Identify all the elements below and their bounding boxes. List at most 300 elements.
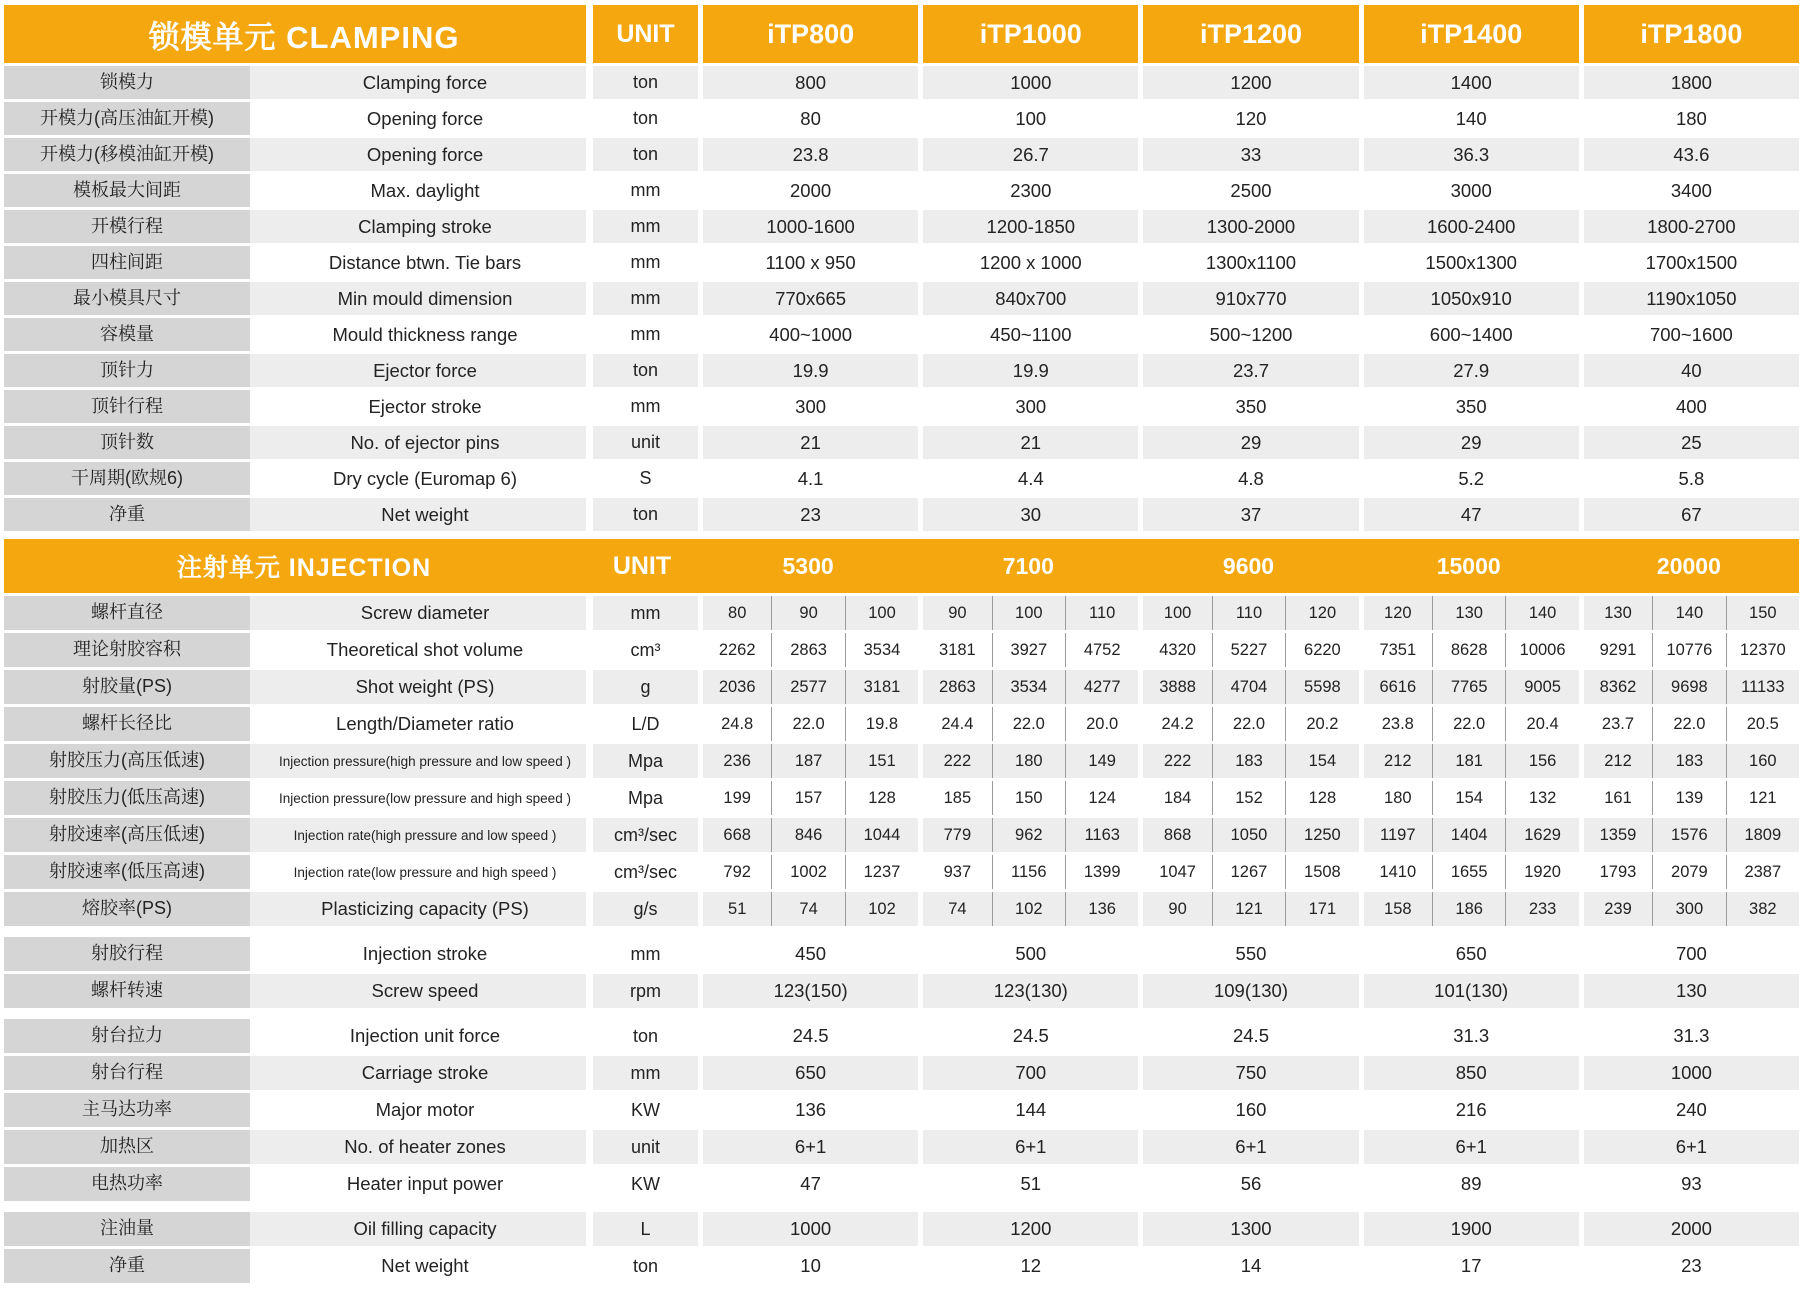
spec-value: 20.4	[1505, 707, 1578, 741]
spec-value: 233	[1505, 892, 1578, 926]
spec-value: 400~1000	[698, 318, 918, 351]
spec-value: 846	[771, 818, 844, 852]
spec-value: 29	[1359, 426, 1579, 459]
spec-value: 1410	[1359, 855, 1432, 889]
row-unit: KW	[586, 1167, 698, 1201]
injection-unit-header: UNIT	[586, 539, 698, 593]
row-unit: ton	[586, 102, 698, 135]
spec-value: 382	[1726, 892, 1799, 926]
row-label-cn: 锁模力	[4, 66, 250, 99]
spec-value: 1047	[1138, 855, 1211, 889]
spec-value: 770x665	[698, 282, 918, 315]
spec-value: 199	[698, 781, 771, 815]
row-label-en: Length/Diameter ratio	[250, 707, 586, 741]
spec-value: 56	[1138, 1167, 1358, 1201]
spec-value: 4320	[1138, 633, 1211, 667]
row-unit: unit	[586, 426, 698, 459]
row-label-cn: 容模量	[4, 318, 250, 351]
row-unit: cm³	[586, 633, 698, 667]
spec-value: 868	[1138, 818, 1211, 852]
spec-value: 450~1100	[918, 318, 1138, 351]
spec-value: 1629	[1505, 818, 1578, 852]
row-label-cn: 射胶压力(低压高速)	[4, 781, 250, 815]
clamping-section-title: 锁模单元 CLAMPING	[4, 5, 586, 63]
spec-value: 37	[1138, 498, 1358, 531]
row-label-cn: 开模行程	[4, 210, 250, 243]
row-label-en: Injection rate(low pressure and high speed )	[250, 855, 586, 889]
spec-value: 8362	[1579, 670, 1652, 704]
spec-value: 152	[1212, 781, 1285, 815]
spec-value: 2262	[698, 633, 771, 667]
row-unit: cm³/sec	[586, 855, 698, 889]
row-unit: mm	[586, 596, 698, 630]
spec-value: 668	[698, 818, 771, 852]
spec-value: 130	[1432, 596, 1505, 630]
spec-value: 23.8	[1359, 707, 1432, 741]
spec-value: 139	[1652, 781, 1725, 815]
row-label-cn: 射台拉力	[4, 1019, 250, 1053]
spec-value: 2863	[771, 633, 844, 667]
spec-value: 74	[918, 892, 991, 926]
injection-section-title: 注射单元 INJECTION	[4, 539, 586, 593]
spec-value: 1359	[1579, 818, 1652, 852]
spec-value: 5.2	[1359, 462, 1579, 495]
row-unit: L	[586, 1212, 698, 1246]
spec-value: 80	[698, 102, 918, 135]
spec-value: 154	[1285, 744, 1358, 778]
spec-value: 779	[918, 818, 991, 852]
injection-capacity-header-20000: 20000	[1579, 539, 1799, 593]
row-label-cn: 净重	[4, 498, 250, 531]
section-gap	[4, 534, 1799, 536]
spec-value: 850	[1359, 1056, 1579, 1090]
row-label-cn: 螺杆长径比	[4, 707, 250, 741]
spec-value: 130	[1579, 974, 1799, 1008]
spec-value: 40	[1579, 354, 1799, 387]
injection-capacity-header-5300: 5300	[698, 539, 918, 593]
row-label-cn: 顶针力	[4, 354, 250, 387]
spec-value: 23.7	[1138, 354, 1358, 387]
row-label-cn: 螺杆转速	[4, 974, 250, 1008]
spec-value: 1920	[1505, 855, 1578, 889]
spec-value: 1399	[1065, 855, 1138, 889]
spec-value: 80	[698, 596, 771, 630]
row-label-en: Carriage stroke	[250, 1056, 586, 1090]
spec-value: 24.5	[918, 1019, 1138, 1053]
row-unit: mm	[586, 318, 698, 351]
spec-value: 22.0	[1652, 707, 1725, 741]
unit-column-header: UNIT	[586, 5, 698, 63]
spec-value: 1500x1300	[1359, 246, 1579, 279]
spec-value: 19.8	[845, 707, 918, 741]
spec-value: 180	[1359, 781, 1432, 815]
injection-capacity-header-9600: 9600	[1138, 539, 1358, 593]
spec-value: 4704	[1212, 670, 1285, 704]
spec-value: 2863	[918, 670, 991, 704]
spec-value: 161	[1579, 781, 1652, 815]
spec-value: 100	[992, 596, 1065, 630]
spec-value: 600~1400	[1359, 318, 1579, 351]
spec-value: 1000	[918, 66, 1138, 99]
spec-value: 26.7	[918, 138, 1138, 171]
spec-value: 1050x910	[1359, 282, 1579, 315]
spec-value: 1809	[1726, 818, 1799, 852]
spec-value: 1100 x 950	[698, 246, 918, 279]
row-label-cn: 射胶压力(高压低速)	[4, 744, 250, 778]
row-unit: mm	[586, 246, 698, 279]
spec-value: 300	[1652, 892, 1725, 926]
spec-value: 792	[698, 855, 771, 889]
spec-value: 1163	[1065, 818, 1138, 852]
row-unit: L/D	[586, 707, 698, 741]
spec-value: 1793	[1579, 855, 1652, 889]
spec-value: 450	[698, 937, 918, 971]
row-label-cn: 熔胶率(PS)	[4, 892, 250, 926]
row-label-cn: 电热功率	[4, 1167, 250, 1201]
spec-value: 120	[1138, 102, 1358, 135]
spec-value: 6+1	[1579, 1130, 1799, 1164]
spec-value: 216	[1359, 1093, 1579, 1127]
spec-value: 2079	[1652, 855, 1725, 889]
spec-value: 186	[1432, 892, 1505, 926]
spec-value: 150	[992, 781, 1065, 815]
spec-value: 1400	[1359, 66, 1579, 99]
spec-value: 121	[1726, 781, 1799, 815]
spec-value: 181	[1432, 744, 1505, 778]
spec-value: 500~1200	[1138, 318, 1358, 351]
spec-value: 2500	[1138, 174, 1358, 207]
spec-value: 160	[1138, 1093, 1358, 1127]
row-unit: cm³/sec	[586, 818, 698, 852]
spec-value: 212	[1359, 744, 1432, 778]
spec-value: 1900	[1359, 1212, 1579, 1246]
spec-value: 9291	[1579, 633, 1652, 667]
spec-value: 3888	[1138, 670, 1211, 704]
spec-value: 1600-2400	[1359, 210, 1579, 243]
row-label-en: Injection pressure(low pressure and high speed )	[250, 781, 586, 815]
spec-value: 51	[698, 892, 771, 926]
spec-value: 500	[918, 937, 1138, 971]
row-unit: g	[586, 670, 698, 704]
spec-value: 750	[1138, 1056, 1358, 1090]
spec-value: 160	[1726, 744, 1799, 778]
row-label-en: Oil filling capacity	[250, 1212, 586, 1246]
spec-value: 90	[918, 596, 991, 630]
spec-value: 5.8	[1579, 462, 1799, 495]
spec-value: 300	[698, 390, 918, 423]
row-label-en: Min mould dimension	[250, 282, 586, 315]
spec-value: 1508	[1285, 855, 1358, 889]
row-label-en: Net weight	[250, 1249, 586, 1283]
spec-value: 300	[918, 390, 1138, 423]
spec-value: 1156	[992, 855, 1065, 889]
spec-value: 109(130)	[1138, 974, 1358, 1008]
spec-value: 840x700	[918, 282, 1138, 315]
spec-value: 21	[918, 426, 1138, 459]
spec-value: 151	[845, 744, 918, 778]
spec-value: 3534	[992, 670, 1065, 704]
spec-value: 7351	[1359, 633, 1432, 667]
spec-value: 14	[1138, 1249, 1358, 1283]
row-label-en: Distance btwn. Tie bars	[250, 246, 586, 279]
spec-value: 22.0	[771, 707, 844, 741]
spec-value: 23.8	[698, 138, 918, 171]
spec-value: 4752	[1065, 633, 1138, 667]
spec-value: 1000-1600	[698, 210, 918, 243]
spec-value: 149	[1065, 744, 1138, 778]
row-label-cn: 最小模具尺寸	[4, 282, 250, 315]
spec-value: 3000	[1359, 174, 1579, 207]
spec-value: 130	[1579, 596, 1652, 630]
row-label-en: Net weight	[250, 498, 586, 531]
spec-value: 47	[698, 1167, 918, 1201]
spec-value: 962	[992, 818, 1065, 852]
spec-value: 350	[1359, 390, 1579, 423]
spec-value: 120	[1359, 596, 1432, 630]
row-label-cn: 理论射胶容积	[4, 633, 250, 667]
spec-value: 187	[771, 744, 844, 778]
spec-value: 183	[1652, 744, 1725, 778]
spec-value: 19.9	[918, 354, 1138, 387]
machine-spec-table	[4, 5, 1799, 1283]
spec-value: 1250	[1285, 818, 1358, 852]
spec-value: 1044	[845, 818, 918, 852]
row-label-cn: 射胶速率(高压低速)	[4, 818, 250, 852]
row-label-cn: 顶针数	[4, 426, 250, 459]
row-label-en: Opening force	[250, 138, 586, 171]
spec-value: 1300-2000	[1138, 210, 1358, 243]
spec-value: 23.7	[1579, 707, 1652, 741]
spec-value: 6+1	[918, 1130, 1138, 1164]
spec-value: 124	[1065, 781, 1138, 815]
spec-value: 1200 x 1000	[918, 246, 1138, 279]
row-label-cn: 主马达功率	[4, 1093, 250, 1127]
row-label-cn: 射胶行程	[4, 937, 250, 971]
spec-value: 1002	[771, 855, 844, 889]
row-label-en: Injection stroke	[250, 937, 586, 971]
row-unit: mm	[586, 1056, 698, 1090]
spec-value: 1404	[1432, 818, 1505, 852]
spec-value: 1237	[845, 855, 918, 889]
spec-value: 240	[1579, 1093, 1799, 1127]
row-label-cn: 开模力(高压油缸开模)	[4, 102, 250, 135]
row-label-cn: 射胶量(PS)	[4, 670, 250, 704]
spec-value: 6+1	[698, 1130, 918, 1164]
spec-value: 140	[1359, 102, 1579, 135]
model-header-itp1800: iTP1800	[1579, 5, 1799, 63]
spec-value: 21	[698, 426, 918, 459]
row-label-en: Shot weight (PS)	[250, 670, 586, 704]
row-label-en: Opening force	[250, 102, 586, 135]
spec-value: 9698	[1652, 670, 1725, 704]
row-unit: Mpa	[586, 781, 698, 815]
spec-value: 650	[698, 1056, 918, 1090]
row-unit: mm	[586, 282, 698, 315]
row-label-en: No. of heater zones	[250, 1130, 586, 1164]
spec-value: 550	[1138, 937, 1358, 971]
spec-value: 180	[992, 744, 1065, 778]
model-header-itp800: iTP800	[698, 5, 918, 63]
spec-value: 1050	[1212, 818, 1285, 852]
spec-value: 650	[1359, 937, 1579, 971]
spec-value: 8628	[1432, 633, 1505, 667]
spec-value: 1190x1050	[1579, 282, 1799, 315]
spec-value: 185	[918, 781, 991, 815]
spec-value: 100	[918, 102, 1138, 135]
spec-value: 24.5	[1138, 1019, 1358, 1053]
row-group-gap	[4, 1204, 1799, 1209]
row-label-cn: 四柱间距	[4, 246, 250, 279]
spec-value: 700~1600	[1579, 318, 1799, 351]
spec-value: 132	[1505, 781, 1578, 815]
spec-value: 350	[1138, 390, 1358, 423]
row-unit: ton	[586, 354, 698, 387]
spec-value: 74	[771, 892, 844, 926]
spec-value: 128	[845, 781, 918, 815]
spec-value: 2300	[918, 174, 1138, 207]
row-unit: mm	[586, 174, 698, 207]
spec-value: 3927	[992, 633, 1065, 667]
spec-value: 4.1	[698, 462, 918, 495]
spec-value: 222	[918, 744, 991, 778]
model-header-itp1000: iTP1000	[918, 5, 1138, 63]
spec-value: 110	[1212, 596, 1285, 630]
spec-value: 700	[918, 1056, 1138, 1090]
spec-value: 157	[771, 781, 844, 815]
spec-value: 6220	[1285, 633, 1358, 667]
spec-value: 24.8	[698, 707, 771, 741]
spec-value: 3181	[918, 633, 991, 667]
spec-value: 10776	[1652, 633, 1725, 667]
spec-value: 31.3	[1579, 1019, 1799, 1053]
spec-value: 150	[1726, 596, 1799, 630]
spec-value: 128	[1285, 781, 1358, 815]
spec-value: 154	[1432, 781, 1505, 815]
spec-value: 17	[1359, 1249, 1579, 1283]
spec-value: 89	[1359, 1167, 1579, 1201]
row-label-en: Injection rate(high pressure and low speed )	[250, 818, 586, 852]
row-label-cn: 干周期(欧规6)	[4, 462, 250, 495]
spec-value: 100	[845, 596, 918, 630]
spec-value: 2000	[698, 174, 918, 207]
spec-value: 20.2	[1285, 707, 1358, 741]
spec-value: 136	[1065, 892, 1138, 926]
spec-value: 171	[1285, 892, 1358, 926]
spec-value: 156	[1505, 744, 1578, 778]
row-label-en: Ejector stroke	[250, 390, 586, 423]
row-label-en: Theoretical shot volume	[250, 633, 586, 667]
row-label-en: Ejector force	[250, 354, 586, 387]
row-label-en: Mould thickness range	[250, 318, 586, 351]
spec-value: 1267	[1212, 855, 1285, 889]
model-header-itp1400: iTP1400	[1359, 5, 1579, 63]
row-label-cn: 开模力(移模油缸开模)	[4, 138, 250, 171]
spec-value: 400	[1579, 390, 1799, 423]
row-unit: ton	[586, 498, 698, 531]
spec-value: 2036	[698, 670, 771, 704]
spec-value: 1800-2700	[1579, 210, 1799, 243]
spec-value: 1197	[1359, 818, 1432, 852]
spec-value: 800	[698, 66, 918, 99]
spec-value: 22.0	[1212, 707, 1285, 741]
row-label-cn: 注油量	[4, 1212, 250, 1246]
spec-value: 5598	[1285, 670, 1358, 704]
spec-value: 158	[1359, 892, 1432, 926]
row-label-en: Injection pressure(high pressure and low speed )	[250, 744, 586, 778]
spec-value: 7765	[1432, 670, 1505, 704]
spec-value: 1576	[1652, 818, 1725, 852]
spec-value: 121	[1212, 892, 1285, 926]
row-unit: mm	[586, 937, 698, 971]
spec-value: 123(130)	[918, 974, 1138, 1008]
spec-value: 22.0	[992, 707, 1065, 741]
row-unit: mm	[586, 210, 698, 243]
spec-value: 27.9	[1359, 354, 1579, 387]
spec-value: 4.4	[918, 462, 1138, 495]
row-label-en: Max. daylight	[250, 174, 586, 207]
row-label-cn: 射胶速率(低压高速)	[4, 855, 250, 889]
spec-value: 2387	[1726, 855, 1799, 889]
spec-value: 102	[845, 892, 918, 926]
spec-value: 24.4	[918, 707, 991, 741]
spec-value: 31.3	[1359, 1019, 1579, 1053]
spec-value: 9005	[1505, 670, 1578, 704]
spec-value: 67	[1579, 498, 1799, 531]
spec-value: 700	[1579, 937, 1799, 971]
spec-value: 100	[1138, 596, 1211, 630]
spec-value: 29	[1138, 426, 1358, 459]
row-unit: ton	[586, 66, 698, 99]
row-label-en: No. of ejector pins	[250, 426, 586, 459]
spec-value: 19.9	[698, 354, 918, 387]
spec-value: 101(130)	[1359, 974, 1579, 1008]
spec-value: 33	[1138, 138, 1358, 171]
spec-value: 47	[1359, 498, 1579, 531]
spec-value: 212	[1579, 744, 1652, 778]
row-label-en: Screw speed	[250, 974, 586, 1008]
row-label-en: Screw diameter	[250, 596, 586, 630]
row-unit: ton	[586, 1019, 698, 1053]
spec-value: 1200-1850	[918, 210, 1138, 243]
row-label-en: Dry cycle (Euromap 6)	[250, 462, 586, 495]
spec-value: 36.3	[1359, 138, 1579, 171]
row-label-cn: 净重	[4, 1249, 250, 1283]
row-label-cn: 螺杆直径	[4, 596, 250, 630]
spec-value: 6+1	[1138, 1130, 1358, 1164]
spec-value: 51	[918, 1167, 1138, 1201]
row-unit: g/s	[586, 892, 698, 926]
row-unit: ton	[586, 138, 698, 171]
spec-value: 22.0	[1432, 707, 1505, 741]
spec-value: 3534	[845, 633, 918, 667]
spec-value: 24.2	[1138, 707, 1211, 741]
row-group-gap	[4, 1011, 1799, 1016]
spec-value: 180	[1579, 102, 1799, 135]
spec-value: 3400	[1579, 174, 1799, 207]
spec-value: 10006	[1505, 633, 1578, 667]
spec-value: 239	[1579, 892, 1652, 926]
spec-value: 11133	[1726, 670, 1799, 704]
spec-value: 12370	[1726, 633, 1799, 667]
row-unit: ton	[586, 1249, 698, 1283]
injection-capacity-header-15000: 15000	[1359, 539, 1579, 593]
spec-value: 25	[1579, 426, 1799, 459]
row-label-cn: 顶针行程	[4, 390, 250, 423]
spec-value: 24.5	[698, 1019, 918, 1053]
spec-value: 136	[698, 1093, 918, 1127]
spec-value: 184	[1138, 781, 1211, 815]
spec-value: 43.6	[1579, 138, 1799, 171]
